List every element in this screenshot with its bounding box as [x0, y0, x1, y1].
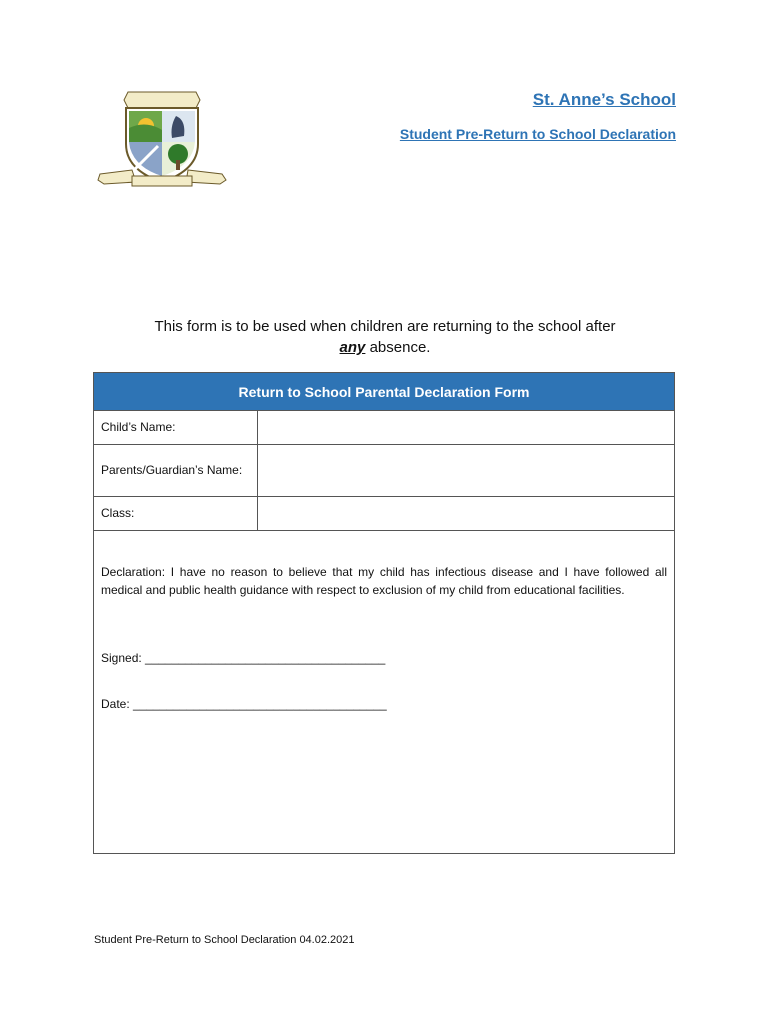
form-row-child-name: [94, 411, 674, 445]
class-field[interactable]: [258, 497, 674, 530]
intro-text: [94, 316, 676, 358]
footer-text: Student Pre-Return to School Declaration 04.02.2021: [94, 934, 355, 946]
class-label: Class:: [94, 497, 258, 530]
child-name-label: Child’s Name:: [94, 411, 258, 444]
signed-line[interactable]: Signed: ____________________________________: [101, 651, 386, 665]
document-title: Student Pre-Return to School Declaration: [399, 126, 676, 142]
school-crest-icon: [96, 86, 228, 190]
school-name: St. Anne’s School: [532, 90, 676, 109]
intro-line-1: This form is to be used when children are returning to the school after: [154, 318, 616, 335]
intro-line-2: [94, 337, 676, 358]
guardian-name-field[interactable]: [258, 445, 674, 496]
child-name-field[interactable]: [258, 411, 674, 444]
form-title: Return to School Parental Declaration Form: [94, 373, 674, 411]
intro-emphasis: any: [339, 339, 366, 356]
intro-line-2-rest: absence.: [365, 339, 431, 356]
date-line[interactable]: Date: ______________________________________: [101, 697, 387, 711]
form-row-guardian-name: [94, 445, 674, 497]
declaration-text: Declaration: I have no reason to believe that my child has infectious disease and I have followed all medical and public health guidance with respect to exclusion of my child from educational facilities.: [101, 565, 667, 597]
form-row-class: [94, 497, 674, 531]
guardian-name-label: Parents/Guardian’s Name:: [94, 445, 258, 496]
declaration-form: [93, 372, 675, 854]
